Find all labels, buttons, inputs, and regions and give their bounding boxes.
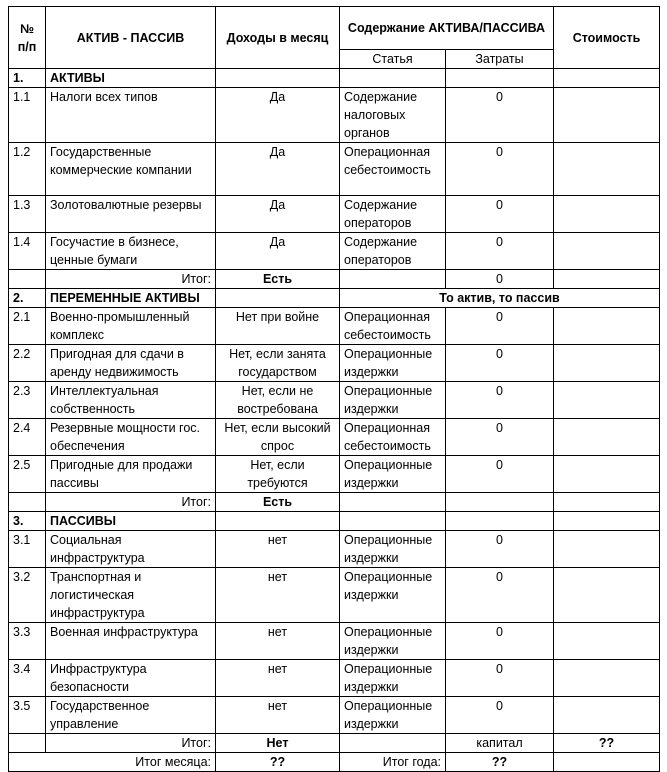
row-num: 3.2 xyxy=(9,568,46,623)
row-name: Военная инфраструктура xyxy=(46,623,216,660)
section-total-row xyxy=(9,270,660,289)
row-income: Нет, если требуются xyxy=(216,456,340,493)
row-cost: 0 xyxy=(446,233,554,270)
row-article: Содержание операторов xyxy=(340,233,446,270)
table-row xyxy=(9,456,660,493)
header-asset: АКТИВ - ПАССИВ xyxy=(46,7,216,69)
total-label: Итог: xyxy=(46,270,216,289)
section-num: 1. xyxy=(9,69,46,88)
section-note: То актив, то пассив xyxy=(340,289,660,308)
total-label: Итог: xyxy=(46,493,216,512)
header-article: Статья xyxy=(340,50,446,69)
section-cost-cell xyxy=(446,69,554,88)
row-value xyxy=(554,308,660,345)
row-num: 2.5 xyxy=(9,456,46,493)
row-income: Нет, если занята государством xyxy=(216,345,340,382)
row-article: Операционные издержки xyxy=(340,382,446,419)
row-income: Да xyxy=(216,196,340,233)
total-income: Нет xyxy=(216,734,340,753)
row-value xyxy=(554,345,660,382)
row-income: Нет при войне xyxy=(216,308,340,345)
row-cost: 0 xyxy=(446,456,554,493)
row-article: Операционные издержки xyxy=(340,531,446,568)
row-cost: 0 xyxy=(446,697,554,734)
row-value xyxy=(554,456,660,493)
total-income: Есть xyxy=(216,270,340,289)
row-income: нет xyxy=(216,697,340,734)
table-row xyxy=(9,196,660,233)
table-row xyxy=(9,623,660,660)
header-costs: Затраты xyxy=(446,50,554,69)
year-total-label: Итог года: xyxy=(340,753,446,772)
row-value xyxy=(554,531,660,568)
row-name: Золотовалютные резервы xyxy=(46,196,216,233)
table-row xyxy=(9,531,660,568)
row-cost: 0 xyxy=(446,568,554,623)
section-income-cell xyxy=(216,289,340,308)
header-income: Доходы в месяц xyxy=(216,7,340,69)
row-income: нет xyxy=(216,660,340,697)
row-num: 2.2 xyxy=(9,345,46,382)
row-cost: 0 xyxy=(446,345,554,382)
section-header-row xyxy=(9,69,660,88)
row-name: Транспортная и логистическая инфраструктура xyxy=(46,568,216,623)
grand-total-row xyxy=(9,753,660,772)
row-value xyxy=(554,660,660,697)
row-cost: 0 xyxy=(446,308,554,345)
total-cost xyxy=(446,493,554,512)
table-row xyxy=(9,345,660,382)
row-value xyxy=(554,382,660,419)
total-article-cell xyxy=(340,734,446,753)
row-article: Операционная себестоимость xyxy=(340,308,446,345)
row-cost: 0 xyxy=(446,88,554,143)
total-value xyxy=(554,270,660,289)
row-income: нет xyxy=(216,623,340,660)
table-row xyxy=(9,419,660,456)
row-cost: 0 xyxy=(446,143,554,196)
row-value xyxy=(554,419,660,456)
year-total-value: ?? xyxy=(446,753,554,772)
section-income-cell xyxy=(216,69,340,88)
row-article: Операционные издержки xyxy=(340,456,446,493)
section-header-row xyxy=(9,289,660,308)
section-title: ПЕРЕМЕННЫЕ АКТИВЫ xyxy=(46,289,216,308)
table-row xyxy=(9,660,660,697)
row-article: Содержание операторов xyxy=(340,196,446,233)
total-income: Есть xyxy=(216,493,340,512)
row-num: 1.2 xyxy=(9,143,46,196)
row-cost: 0 xyxy=(446,531,554,568)
total-value xyxy=(554,493,660,512)
row-article: Операционная себестоимость xyxy=(340,143,446,196)
row-cost: 0 xyxy=(446,419,554,456)
row-name: Пригодные для продажи пассивы xyxy=(46,456,216,493)
header-num: № п/п xyxy=(9,7,46,69)
section-article-cell xyxy=(340,512,446,531)
section-title: ПАССИВЫ xyxy=(46,512,216,531)
section-article-cell xyxy=(340,69,446,88)
section-cost-cell xyxy=(446,512,554,531)
table-row xyxy=(9,697,660,734)
row-name: Пригодная для сдачи в аренду недвижимость xyxy=(46,345,216,382)
row-income: Нет, если не востребована xyxy=(216,382,340,419)
row-article: Операционные издержки xyxy=(340,623,446,660)
table-row xyxy=(9,88,660,143)
row-num: 1.1 xyxy=(9,88,46,143)
year-total-empty-cell xyxy=(554,753,660,772)
row-article: Операционные издержки xyxy=(340,568,446,623)
row-article: Операционные издержки xyxy=(340,345,446,382)
table-row xyxy=(9,233,660,270)
row-name: Военно-промышленный комплекс xyxy=(46,308,216,345)
row-num: 2.1 xyxy=(9,308,46,345)
total-value: ?? xyxy=(554,734,660,753)
section-value-cell xyxy=(554,69,660,88)
row-num: 3.3 xyxy=(9,623,46,660)
row-name: Резервные мощности гос. обеспечения xyxy=(46,419,216,456)
row-value xyxy=(554,143,660,196)
row-cost: 0 xyxy=(446,382,554,419)
header-value: Стоимость xyxy=(554,7,660,69)
total-cost: 0 xyxy=(446,270,554,289)
row-income: Да xyxy=(216,143,340,196)
table-row xyxy=(9,308,660,345)
section-total-row xyxy=(9,734,660,753)
total-cost: капитал xyxy=(446,734,554,753)
row-num: 2.3 xyxy=(9,382,46,419)
section-title: АКТИВЫ xyxy=(46,69,216,88)
header-content: Содержание АКТИВА/ПАССИВА xyxy=(340,7,554,50)
section-num: 3. xyxy=(9,512,46,531)
month-total-label: Итог месяца: xyxy=(9,753,216,772)
asset-liability-table xyxy=(8,6,660,772)
section-header-row xyxy=(9,512,660,531)
row-value xyxy=(554,623,660,660)
row-num: 2.4 xyxy=(9,419,46,456)
total-article-cell xyxy=(340,270,446,289)
row-income: нет xyxy=(216,568,340,623)
section-total-row xyxy=(9,493,660,512)
row-name: Государственное управление xyxy=(46,697,216,734)
row-income: Нет, если высокий спрос xyxy=(216,419,340,456)
row-article: Операционная себестоимость xyxy=(340,419,446,456)
row-value xyxy=(554,568,660,623)
month-total-value: ?? xyxy=(216,753,340,772)
row-num: 1.3 xyxy=(9,196,46,233)
row-num: 1.4 xyxy=(9,233,46,270)
row-name: Интеллектуальная собственность xyxy=(46,382,216,419)
row-name: Социальная инфраструктура xyxy=(46,531,216,568)
row-cost: 0 xyxy=(446,660,554,697)
row-cost: 0 xyxy=(446,623,554,660)
total-label: Итог: xyxy=(46,734,216,753)
table-row xyxy=(9,382,660,419)
row-value xyxy=(554,233,660,270)
row-article: Содержание налоговых органов xyxy=(340,88,446,143)
total-num-cell xyxy=(9,493,46,512)
total-num-cell xyxy=(9,734,46,753)
row-name: Государственные коммерческие компании xyxy=(46,143,216,196)
total-num-cell xyxy=(9,270,46,289)
row-name: Инфраструктура безопасности xyxy=(46,660,216,697)
row-article: Операционные издержки xyxy=(340,660,446,697)
total-article-cell xyxy=(340,493,446,512)
table-row xyxy=(9,143,660,196)
row-num: 3.4 xyxy=(9,660,46,697)
row-num: 3.5 xyxy=(9,697,46,734)
row-income: Да xyxy=(216,233,340,270)
row-value xyxy=(554,196,660,233)
row-cost: 0 xyxy=(446,196,554,233)
row-value xyxy=(554,88,660,143)
row-income: Да xyxy=(216,88,340,143)
row-income: нет xyxy=(216,531,340,568)
table-body xyxy=(9,69,660,772)
section-value-cell xyxy=(554,512,660,531)
row-num: 3.1 xyxy=(9,531,46,568)
section-income-cell xyxy=(216,512,340,531)
row-name: Налоги всех типов xyxy=(46,88,216,143)
section-num: 2. xyxy=(9,289,46,308)
row-name: Госучастие в бизнесе, ценные бумаги xyxy=(46,233,216,270)
table-row xyxy=(9,568,660,623)
row-value xyxy=(554,697,660,734)
row-article: Операционные издержки xyxy=(340,697,446,734)
